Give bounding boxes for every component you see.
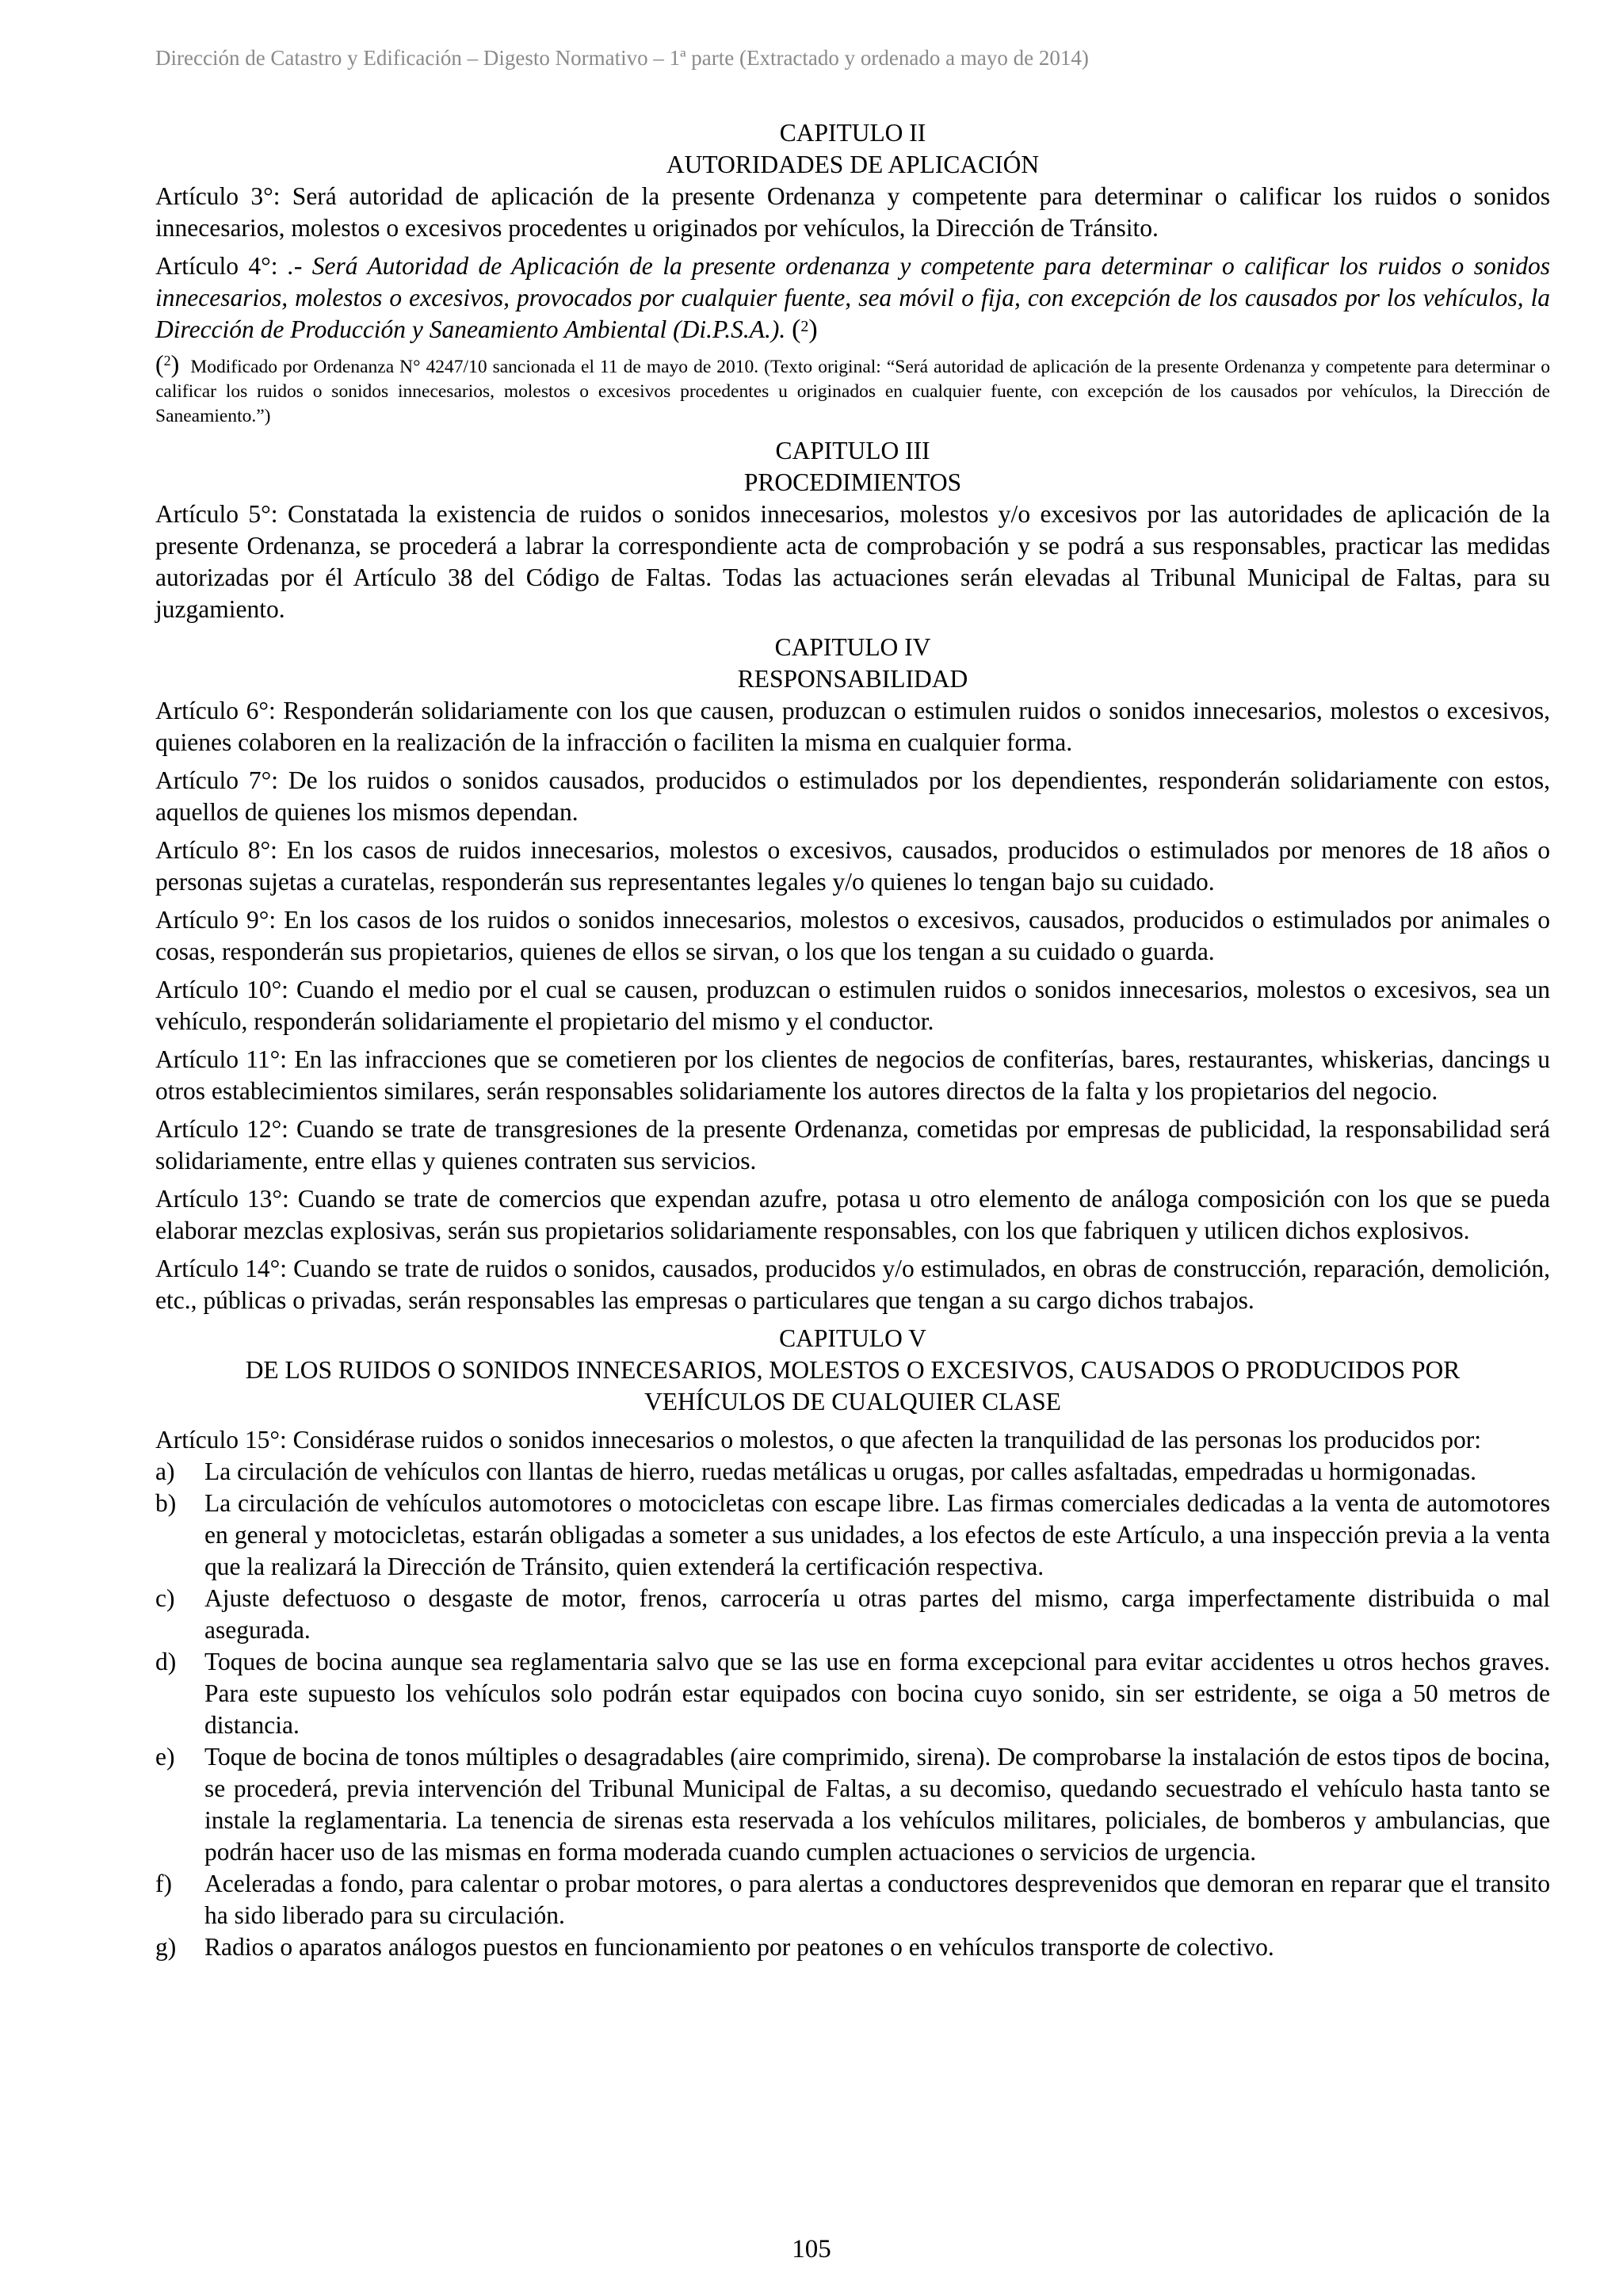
list-letter: a) xyxy=(155,1457,175,1485)
list-item-g xyxy=(155,1931,1550,1963)
page-body xyxy=(155,117,1550,1963)
list-item-text: Radios o aparatos análogos puestos en funcionamiento por peatones o en vehículos transporte de colectivo. xyxy=(204,1933,1274,1961)
chapter-2-subtitle: AUTORIDADES DE APLICACIÓN xyxy=(666,151,1040,178)
article-4-lead: Artículo 4°: xyxy=(155,252,288,280)
article-10: Artículo 10°: Cuando el medio por el cual se causen, produzcan o estimulen ruidos o sonidos innecesarios, molestos o excesivos, sea un vehículo, responderán solidariamente el propietario del mismo y el conductor. xyxy=(155,976,1550,1035)
article-13: Artículo 13°: Cuando se trate de comercios que expendan azufre, potasa u otro elemento de análoga composición con los que se pueda elaborar mezclas explosivas, serán sus propietarios solidariamente responsables, con los que fabriquen y utilicen dichos explosivos. xyxy=(155,1185,1550,1244)
footnote-2-text: Modificado por Ordenanza N° 4247/10 sancionada el 11 de mayo de 2010. (Texto original: “Será autoridad de aplicación de la presente Ordenanza y competente para determinar o calificar los ruidos o sonidos innecesarios, molestos o excesivos procedentes u originados en cualquier fuente, con excepción de los causados por vehículos, la Dirección de Saneamiento.”) xyxy=(155,357,1551,426)
list-item-d xyxy=(155,1646,1550,1741)
list-item-text: La circulación de vehículos con llantas de hierro, ruedas metálicas u orugas, por calles asfaltadas, empedradas u hormigonadas. xyxy=(204,1457,1477,1485)
list-item-text: Aceleradas a fondo, para calentar o probar motores, o para alertas a conductores desprevenidos que demoran en reparar que el transito ha sido liberado para su circulación. xyxy=(204,1870,1550,1929)
article-12: Artículo 12°: Cuando se trate de transgresiones de la presente Ordenanza, cometidas por empresas de publicidad, la responsabilidad será solidariamente, entre ellas y quienes contraten sus servicios. xyxy=(155,1115,1550,1175)
chapter-3-title: CAPITULO III xyxy=(775,437,930,464)
list-item-e xyxy=(155,1741,1550,1868)
list-letter: c) xyxy=(155,1584,175,1612)
list-letter: g) xyxy=(155,1933,177,1961)
page-number: 105 xyxy=(792,2235,831,2264)
article-5: Artículo 5°: Constatada la existencia de ruidos o sonidos innecesarios, molestos y/o excesivos por las autoridades de aplicación de la presente Ordenanza, se procederá a labrar la correspondiente acta de comprobación y se podrá a sus responsables, practicar las medidas autorizadas por él Artículo 38 del Código de Faltas. Todas las actuaciones serán elevadas al Tribunal Municipal de Faltas, para su juzgamiento. xyxy=(155,500,1550,623)
list-item-text: Toque de bocina de tonos múltiples o desagradables (aire comprimido, sirena). De comprobarse la instalación de estos tipos de bocina, se procederá, previa intervención del Tribunal Municipal de Faltas, a su decomiso, quedando secuestrado el vehículo hasta tanto se instale la reglamentaria. La tenencia de sirenas esta reservada a los vehículos militares, policiales, de bomberos y ambulancias, que podrán hacer uso de las mismas en forma moderada cuando cumplen actuaciones o servicios de urgencia. xyxy=(204,1743,1550,1866)
list-item-text: La circulación de vehículos automotores o motocicletas con escape libre. Las firmas comerciales dedicadas a la venta de automotores en general y motocicletas, estarán obligadas a someter a sus unidades, a los efectos de este Artículo, a una inspección previa a la venta que la realizará la Dirección de Tránsito, quien extenderá la certificación respectiva. xyxy=(204,1489,1550,1580)
article-4 xyxy=(155,250,1550,346)
article-11: Artículo 11°: En las infracciones que se cometieren por los clientes de negocios de confiterías, bares, restaurantes, whiskerias, dancings u otros establecimientos similares, serán responsables solidariamente los autores directos de la falta y los propietarios del negocio. xyxy=(155,1045,1550,1105)
footnote-2 xyxy=(155,352,1550,429)
running-header: Dirección de Catastro y Edificación – Digesto Normativo – 1ª parte (Extractado y ordenado a mayo de 2014) xyxy=(155,46,1089,70)
list-letter: d) xyxy=(155,1648,177,1675)
article-15-list xyxy=(155,1456,1550,1963)
list-item-b xyxy=(155,1488,1550,1583)
footnote-ref-2: ($^2$) xyxy=(792,315,818,344)
chapter-4-subtitle: RESPONSABILIDAD xyxy=(737,665,968,693)
chapter-2-title: CAPITULO II xyxy=(779,119,926,147)
list-letter: b) xyxy=(155,1489,177,1517)
list-item-text: Ajuste defectuoso o desgaste de motor, frenos, carrocería u otras partes del mismo, carga imperfectamente distribuida o mal asegurada. xyxy=(204,1584,1550,1644)
article-7: Artículo 7°: De los ruidos o sonidos causados, producidos o estimulados por los dependientes, responderán solidariamente con estos, aquellos de quienes los mismos dependan. xyxy=(155,766,1550,826)
article-8: Artículo 8°: En los casos de ruidos innecesarios, molestos o excesivos, causados, producidos o estimulados por menores de 18 años o personas sujetas a curatelas, responderán sus representantes legales y/o quienes lo tengan bajo su cuidado. xyxy=(155,836,1550,896)
article-6: Artículo 6°: Responderán solidariamente con los que causen, produzcan o estimulen ruidos o sonidos innecesarios, molestos o excesivos, quienes colaboren en la realización de la infracción o faciliten la misma en cualquier forma. xyxy=(155,697,1550,756)
chapter-5-subtitle-line-1: DE LOS RUIDOS O SONIDOS INNECESARIOS, MOLESTOS O EXCESIVOS, CAUSADOS O PRODUCIDOS POR xyxy=(245,1356,1461,1384)
article-9: Artículo 9°: En los casos de los ruidos o sonidos innecesarios, molestos o excesivos, causados, producidos o estimulados por animales o cosas, responderán sus propietarios, quienes de ellos se sirvan, o los que los tengan a su cuidado o guarda. xyxy=(155,906,1550,965)
chapter-4-title: CAPITULO IV xyxy=(774,633,931,661)
list-letter: f) xyxy=(155,1870,172,1897)
chapter-3-subtitle: PROCEDIMIENTOS xyxy=(743,468,962,496)
list-item-c xyxy=(155,1583,1550,1646)
list-item-a xyxy=(155,1456,1550,1488)
article-15-intro: Artículo 15°: Considérase ruidos o sonidos innecesarios o molestos, o que afecten la tranquilidad de las personas los producidos por: xyxy=(155,1426,1482,1454)
article-4-body: .- Será Autoridad de Aplicación de la presente ordenanza y competente para determinar o calificar los ruidos o sonidos innecesarios, molestos o excesivos, provocados por cualquier fuente, sea móvil o fija, con excepción de los causados por los vehículos, la Dirección de Producción y Saneamiento Ambiental (Di.P.S.A.). xyxy=(155,252,1550,343)
list-item-f xyxy=(155,1868,1550,1931)
list-item-text: Toques de bocina aunque sea reglamentaria salvo que se las use en forma excepcional para evitar accidentes u otros hechos graves. Para este supuesto los vehículos solo podrán estar equipados con bocina cuyo sonido, sin ser estridente, se oiga a 50 metros de distancia. xyxy=(204,1648,1550,1739)
list-letter: e) xyxy=(155,1743,175,1771)
article-14: Artículo 14°: Cuando se trate de ruidos o sonidos, causados, producidos y/o estimulados, en obras de construcción, reparación, demolición, etc., públicas o privadas, serán responsables las empresas o particulares que tengan a su cargo dichos trabajos. xyxy=(155,1255,1550,1314)
article-3: Artículo 3°: Será autoridad de aplicación de la presente Ordenanza y competente para determinar o calificar los ruidos o sonidos innecesarios, molestos o excesivos procedentes u originados por vehículos, la Dirección de Tránsito. xyxy=(155,182,1550,242)
chapter-5-subtitle-line-2: VEHÍCULOS DE CUALQUIER CLASE xyxy=(644,1388,1061,1415)
chapter-5-title: CAPITULO V xyxy=(779,1324,926,1352)
footnote-2-marker: ($^2$) xyxy=(155,350,180,378)
